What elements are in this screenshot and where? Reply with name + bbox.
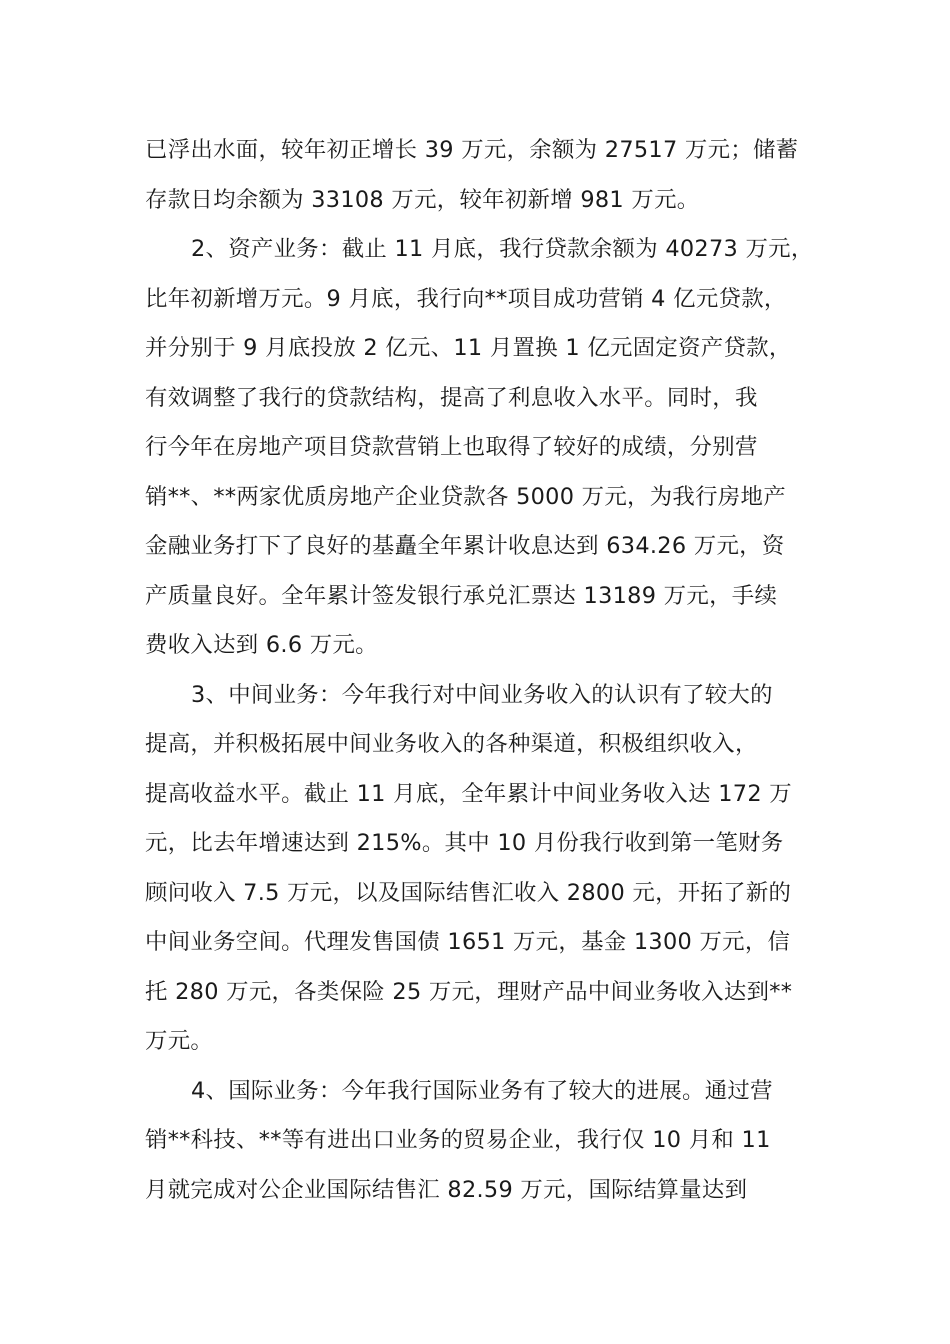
paragraph-intro-continued (145, 126, 835, 225)
text-line: 销**、**两家优质房地产企业贷款各 5000 万元，为我行房地产 (145, 483, 786, 510)
text-line: 中间业务空间。代理发售国债 1651 万元，基金 1300 万元，信 (145, 929, 791, 955)
text-line: 费收入达到 6.6 万元。 (145, 632, 378, 658)
text-line: 3、中间业务：今年我行对中间业务收入的认识有了较大的 (191, 681, 773, 708)
paragraph-intermediary-business (145, 671, 835, 1067)
text-line: 月就完成对公企业国际结售汇 82.59 万元，国际结算量达到 (145, 1176, 748, 1203)
text-line: 托 280 万元，各类保险 25 万元，理财产品中间业务收入达到** (145, 978, 793, 1005)
text-line: 比年初新增万元。9 月底，我行向**项目成功营销 4 亿元贷款， (145, 285, 787, 312)
text-line: 顾问收入 7.5 万元，以及国际结售汇收入 2800 元，开拓了新的 (145, 879, 792, 906)
paragraph-international-business (145, 1067, 835, 1216)
text-line: 2、资产业务：截止 11 月底，我行贷款余额为 40273 万元， (191, 236, 814, 262)
text-line: 提高收益水平。截止 11 月底，全年累计中间业务收入达 172 万 (145, 780, 792, 807)
text-line: 元，比去年增速达到 215%。其中 10 月份我行收到第一笔财务 (145, 830, 784, 856)
text-line: 有效调整了我行的贷款结构，提高了利息收入水平。同时，我 (145, 384, 758, 411)
text-line: 产质量良好。全年累计签发银行承兑汇票达 13189 万元，手续 (145, 582, 778, 609)
paragraph-asset-business (145, 225, 835, 671)
text-line: 4、国际业务：今年我行国际业务有了较大的进展。通过营 (191, 1077, 773, 1104)
text-line: 已浮出水面，较年初正增长 39 万元，余额为 27517 万元；储蓄 (145, 137, 799, 163)
text-line: 行今年在房地产项目贷款营销上也取得了较好的成绩，分别营 (145, 434, 758, 460)
text-line: 金融业务打下了良好的基矗全年累计收息达到 634.26 万元，资 (145, 533, 785, 559)
text-line: 存款日均余额为 33108 万元，较年初新增 981 万元。 (145, 186, 700, 213)
text-line: 万元。 (145, 1028, 214, 1054)
document-body (145, 126, 835, 1215)
text-line: 销**科技、**等有进出口业务的贸易企业，我行仅 10 月和 11 (145, 1127, 771, 1153)
text-line: 并分别于 9 月底投放 2 亿元、11 月置换 1 亿元固定资产贷款， (145, 335, 792, 361)
text-line: 提高，并积极拓展中间业务收入的各种渠道，积极组织收入， (145, 731, 758, 757)
